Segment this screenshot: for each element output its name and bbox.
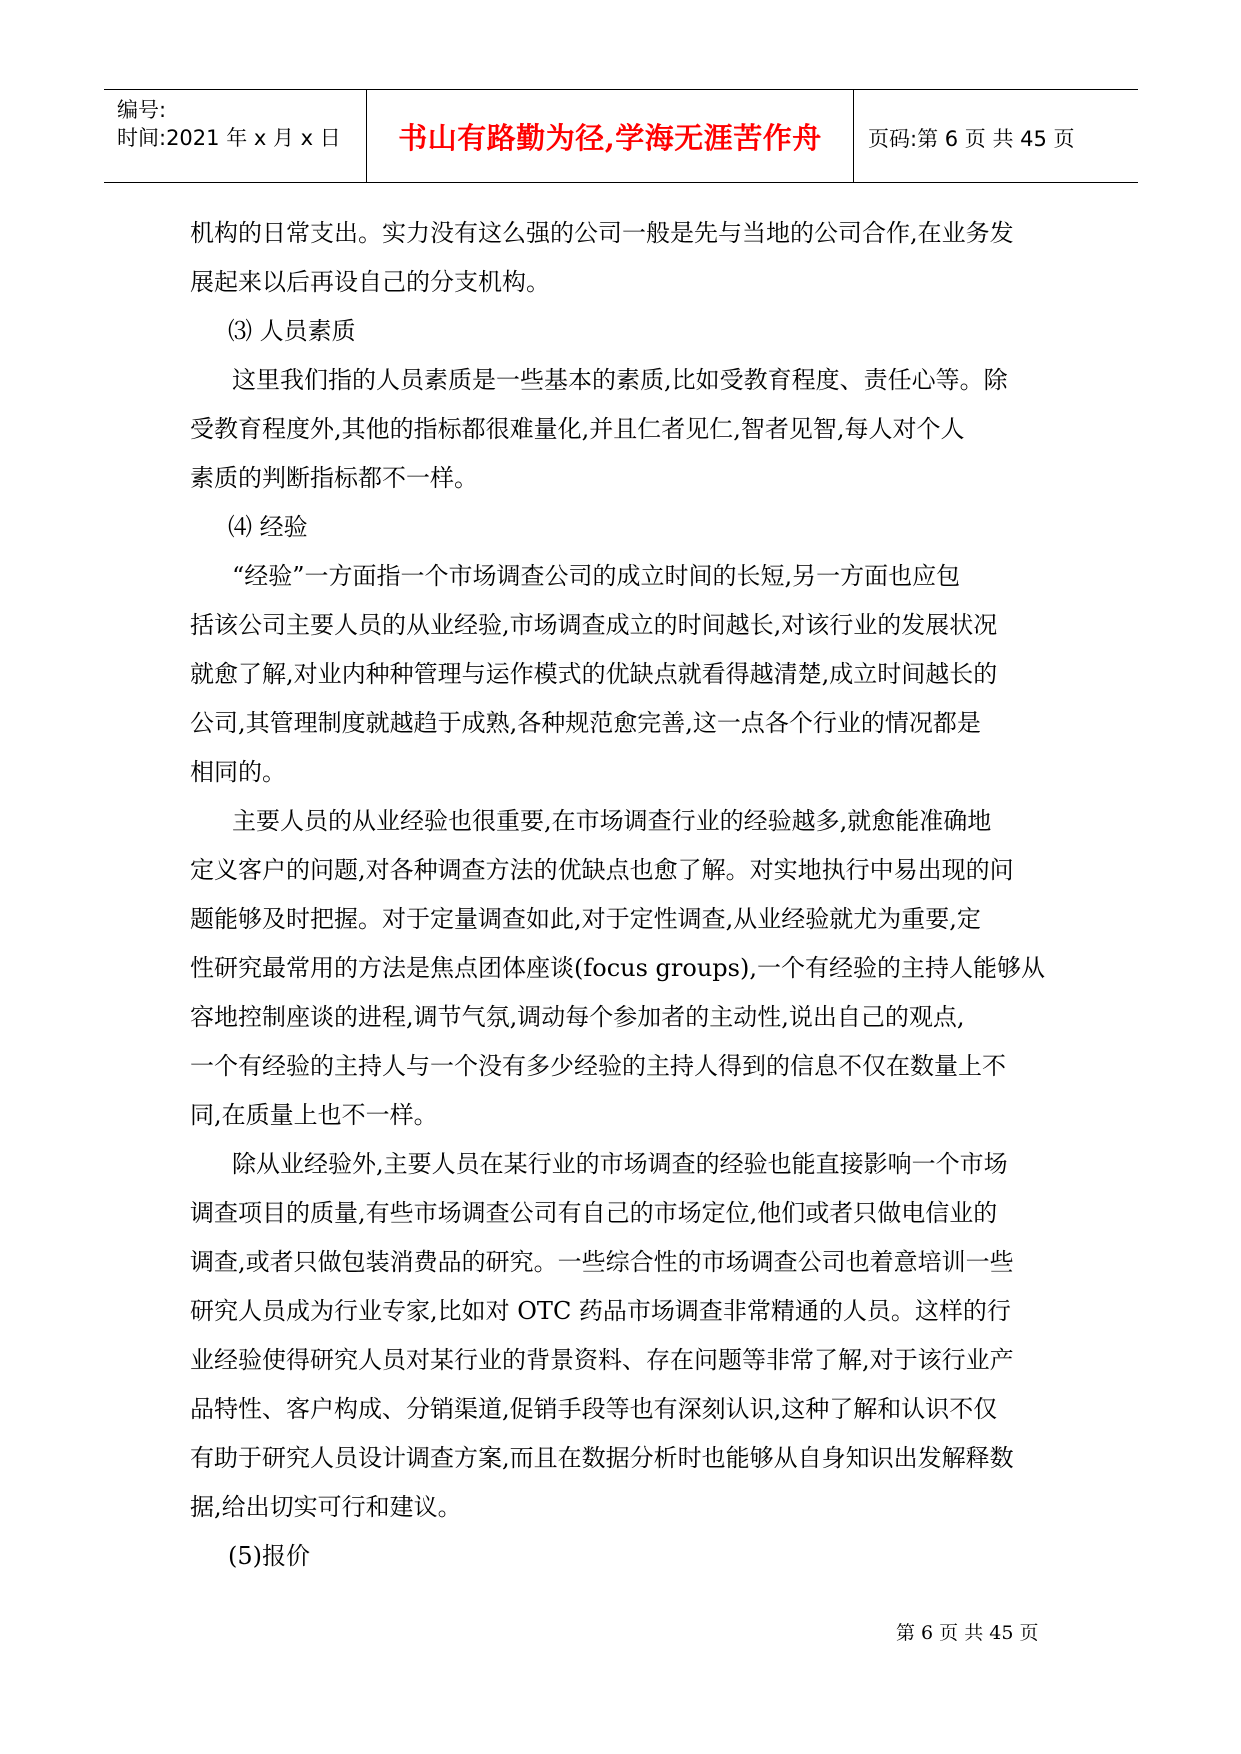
text-line: 有助于研究人员设计调查方案,而且在数据分析时也能够从自身知识出发解释数 [190,1444,1014,1472]
motto-text: 书山有路勤为径,学海无涯苦作舟 [398,121,822,155]
footer-page-number: 第 6 页 共 45 页 [896,1622,1039,1644]
header-left-cell [104,90,367,182]
text-line: 这里我们指的人员素质是一些基本的素质,比如受教育程度、责任心等。除 [232,366,1008,394]
section-heading-experience: ⑷ 经验 [228,513,308,541]
text-line: “经验”一方面指一个市场调查公司的成立时间的长短,另一方面也应包 [232,562,961,590]
text-line: 品特性、客户构成、分销渠道,促销手段等也有深刻认识,这种了解和认识不仅 [190,1395,998,1423]
text-line: 素质的判断指标都不一样。 [190,464,478,492]
text-line: 同,在质量上也不一样。 [190,1101,438,1129]
text-line: 主要人员的从业经验也很重要,在市场调查行业的经验越多,就愈能准确地 [232,807,992,835]
page-header [104,89,1138,183]
text-line: 题能够及时把握。对于定量调查如此,对于定性调查,从业经验就尤为重要,定 [190,905,981,933]
text-line: 受教育程度外,其他的指标都很难量化,并且仁者见仁,智者见智,每人对个人 [190,415,965,443]
text-line: 性研究最常用的方法是焦点团体座谈(focus groups),一个有经验的主持人能够从 [190,954,1045,982]
text-line: 调查项目的质量,有些市场调查公司有自己的市场定位,他们或者只做电信业的 [190,1199,998,1227]
header-page-number: 页码:第 6 页 共 45 页 [868,127,1075,151]
text-line: 容地控制座谈的进程,调节气氛,调动每个参加者的主动性,说出自己的观点, [190,1003,965,1031]
text-line: 据,给出切实可行和建议。 [190,1493,462,1521]
text-line: 一个有经验的主持人与一个没有多少经验的主持人得到的信息不仅在数量上不 [190,1052,1006,1080]
text-line: 相同的。 [190,758,286,786]
text-line: 除从业经验外,主要人员在某行业的市场调查的经验也能直接影响一个市场 [232,1150,1008,1178]
text-line: 机构的日常支出。实力没有这么强的公司一般是先与当地的公司合作,在业务发 [190,219,1014,247]
text-line: 业经验使得研究人员对某行业的背景资料、存在问题等非常了解,对于该行业产 [190,1346,1014,1374]
text-line: 展起来以后再设自己的分支机构。 [190,268,550,296]
text-line: 研究人员成为行业专家,比如对 OTC 药品市场调查非常精通的人员。这样的行 [190,1297,1011,1325]
serial-number-label: 编号: [117,98,167,122]
text-line: 定义客户的问题,对各种调查方法的优缺点也愈了解。对实地执行中易出现的问 [190,856,1014,884]
text-line: 公司,其管理制度就越趋于成熟,各种规范愈完善,这一点各个行业的情况都是 [190,709,981,737]
text-line: 就愈了解,对业内种种管理与运作模式的优缺点就看得越清楚,成立时间越长的 [190,660,998,688]
text-line: 括该公司主要人员的从业经验,市场调查成立的时间越长,对该行业的发展状况 [190,611,998,639]
header-motto-cell [367,90,854,182]
time-label: 时间:2021 年 x 月 x 日 [117,126,341,150]
header-right-cell [854,90,1138,182]
section-heading-quotation: (5)报价 [228,1542,310,1570]
text-line: 调查,或者只做包装消费品的研究。一些综合性的市场调查公司也着意培训一些 [190,1248,1014,1276]
document-body [190,209,1056,1581]
section-heading-personnel: ⑶ 人员素质 [228,317,356,345]
